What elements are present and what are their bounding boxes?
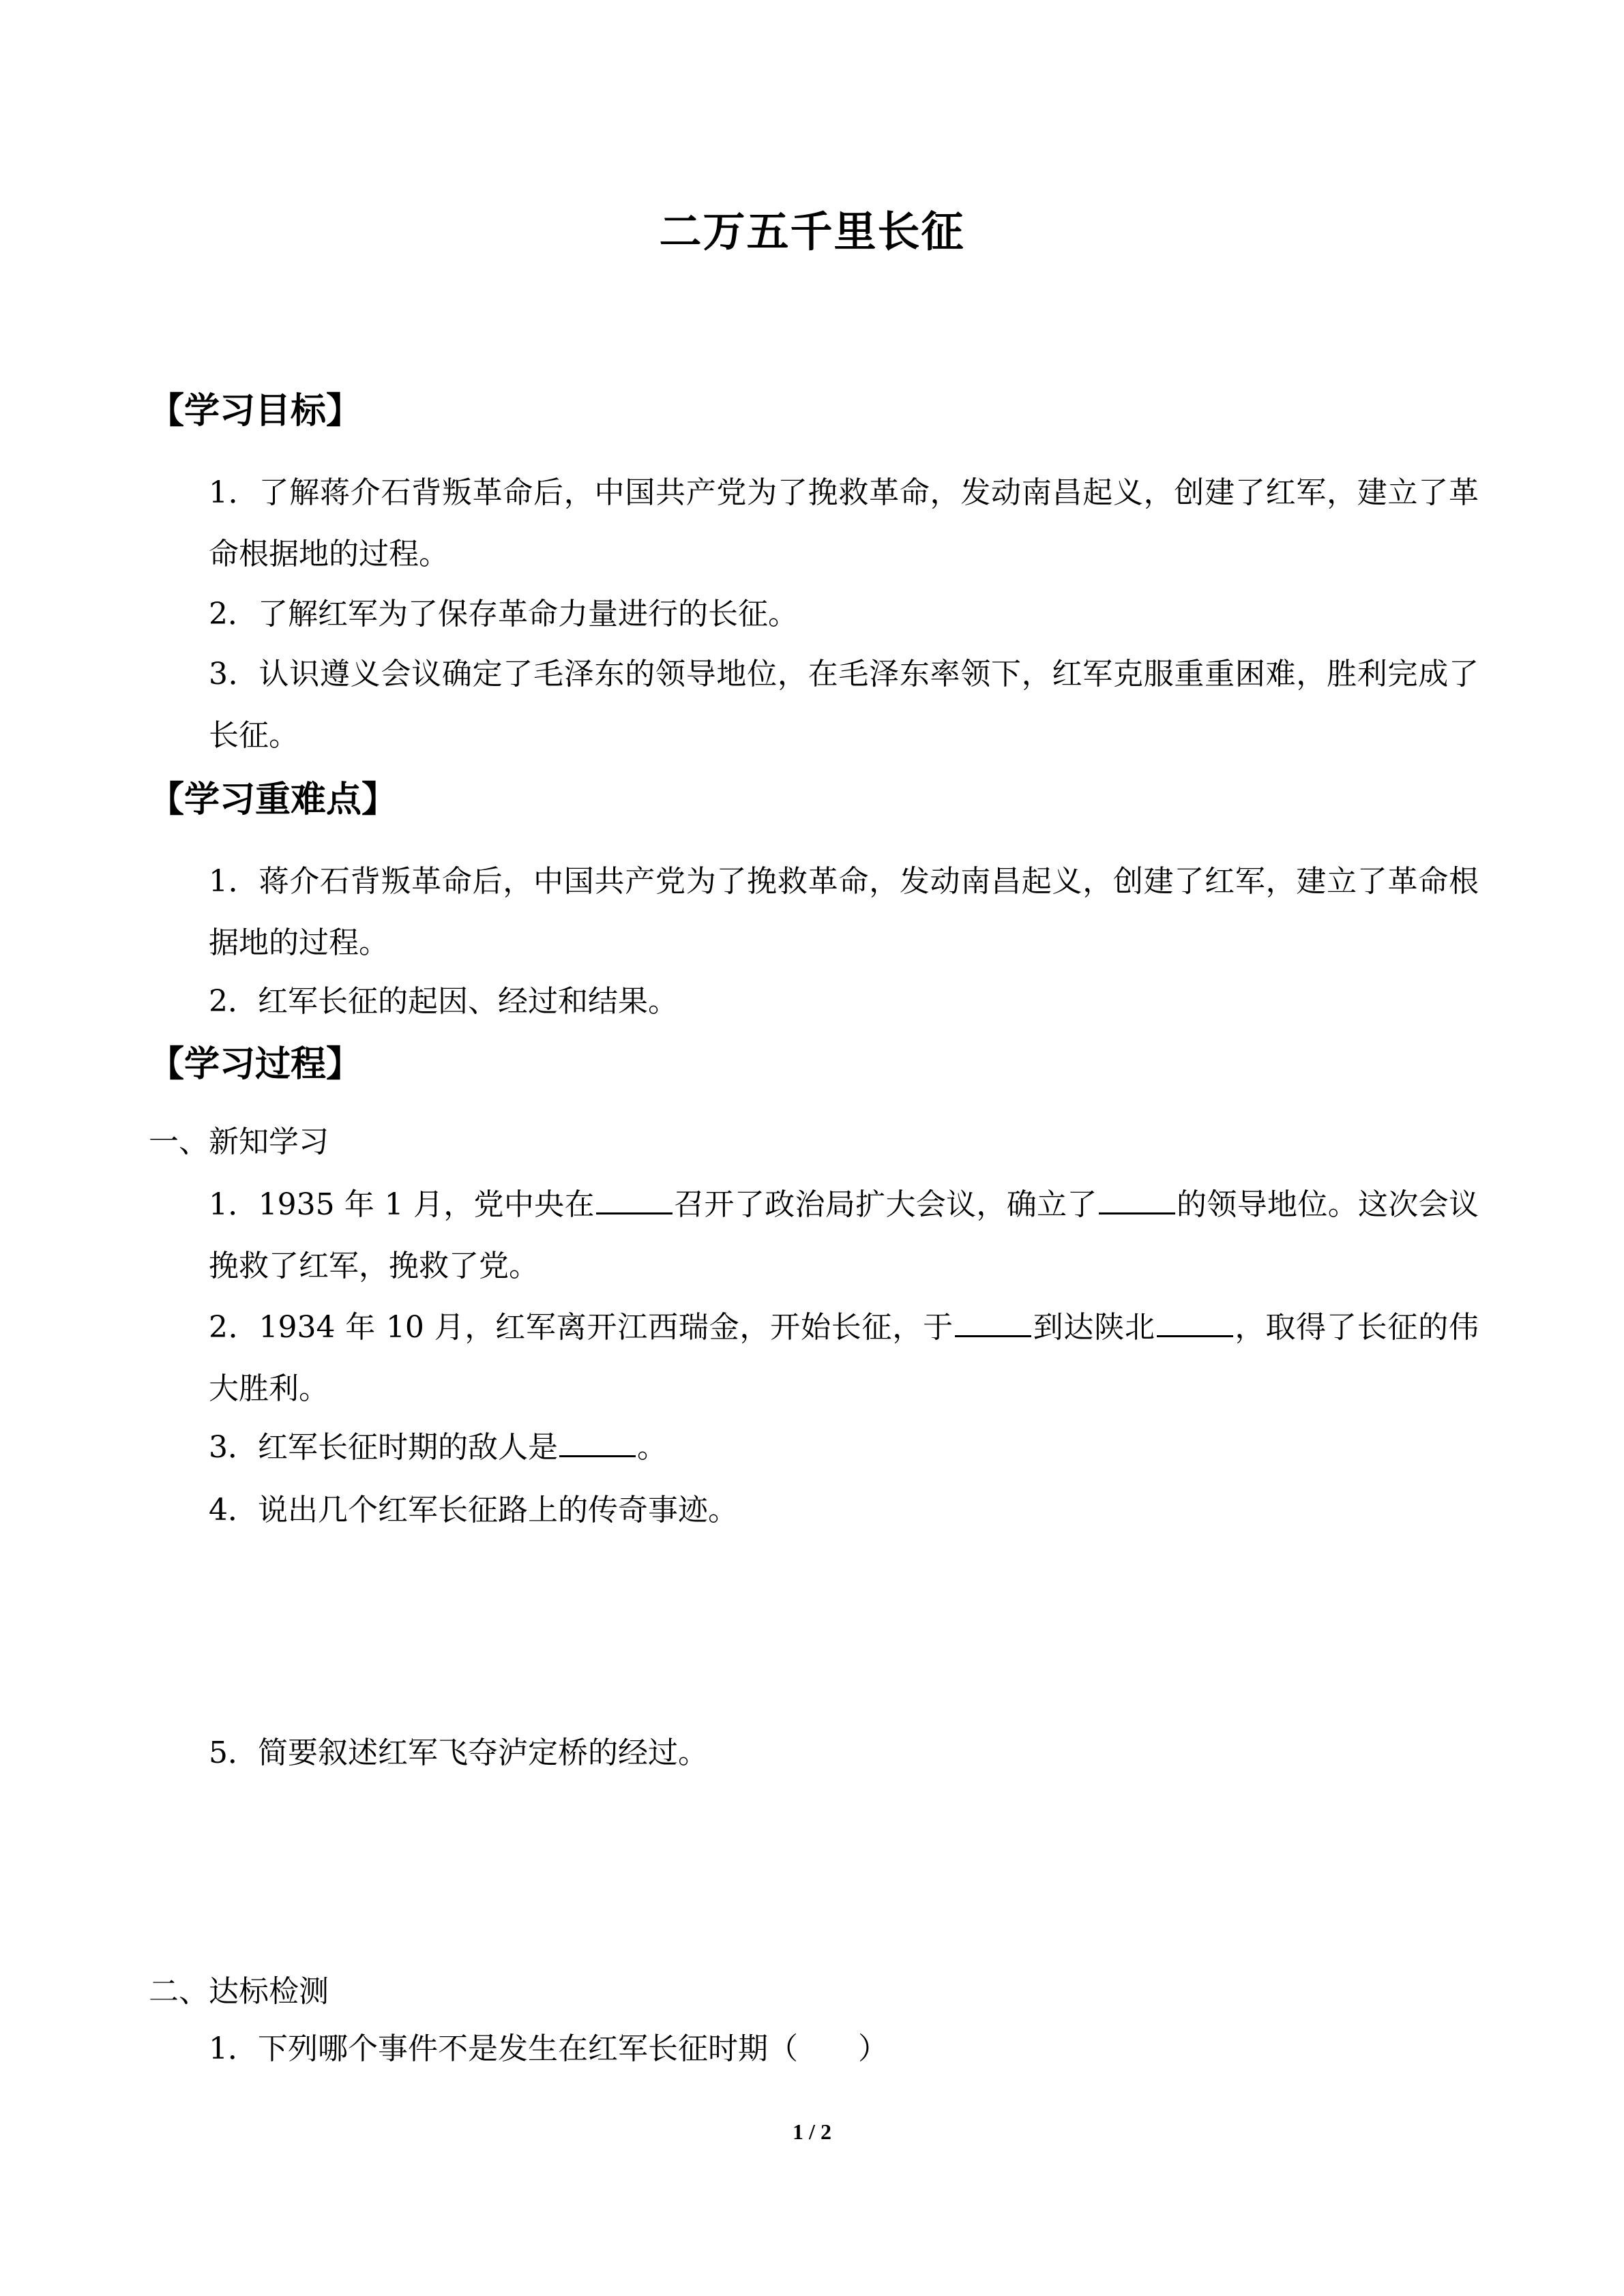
blank-5[interactable] [559,1429,636,1457]
question-1-part-b: 召开了政治局扩大会议，确立了 [673,1187,1097,1222]
key-point-1 [149,851,1479,974]
goal-item-3-text: 3．认识遵义会议确定了毛泽东的领导地位，在毛泽东率领下，红军克服重重困难，胜利完成了长征。 [209,657,1479,753]
question-2-text [149,1297,1479,1420]
page-title: 二万五千里长征 [659,207,965,256]
question-1-text [149,1174,1479,1297]
goal-item-1-text: 1．了解蒋介石背叛革命后，中国共产党为了挽救革命，发动南昌起义，创建了红军，建立了革命根据地的过程。 [209,475,1479,571]
question-2-part-b: 到达陕北 [1032,1310,1155,1345]
blank-4[interactable] [1157,1309,1233,1337]
question-4: 4．说出几个红军长征路上的传奇事迹。 [209,1493,738,1527]
question-2-part-a: 2．1934 年 10 月，红军离开江西瑞金，开始长征，于 [209,1310,954,1345]
goal-item-1 [149,462,1479,585]
blank-3[interactable] [955,1309,1031,1337]
question-1 [149,1174,1479,1297]
question-2 [149,1297,1479,1420]
question-3 [209,1424,667,1472]
goal-item-3 [149,644,1479,766]
blank-1[interactable] [596,1187,673,1214]
question-5: 5．简要叙述红军飞夺泸定桥的经过。 [209,1735,708,1770]
question-3-part-a: 3．红军长征时期的敌人是 [209,1430,558,1465]
question-1-part-a: 1．1935 年 1 月，党中央在 [209,1187,595,1222]
section-heading-goals: 【学习目标】 [149,390,362,432]
page-number: 1 / 2 [793,2119,831,2144]
key-point-2: 2．红军长征的起因、经过和结果。 [209,984,678,1019]
test-question-1: 1．下列哪个事件不是发生在红军长征时期（ ） [209,2031,888,2066]
question-2-part-c: ，取得了长征的伟大胜利。 [209,1310,1479,1406]
part-title-assessment: 二、达标检测 [149,1974,329,2009]
question-1-part-c: 的领导地位。这次会议挽救了红军，挽救了党。 [209,1187,1479,1283]
blank-2[interactable] [1099,1187,1175,1214]
question-3-part-b: 。 [637,1430,667,1465]
section-heading-process: 【学习过程】 [149,1043,362,1085]
goal-item-2: 2．了解红军为了保存革命力量进行的长征。 [209,597,798,631]
section-heading-key-points: 【学习重难点】 [149,779,398,820]
part-title-new-knowledge: 一、新知学习 [149,1124,329,1159]
key-point-1-text: 1．蒋介石背叛革命后，中国共产党为了挽救革命，发动南昌起义，创建了红军，建立了革命根据地的过程。 [209,864,1479,960]
